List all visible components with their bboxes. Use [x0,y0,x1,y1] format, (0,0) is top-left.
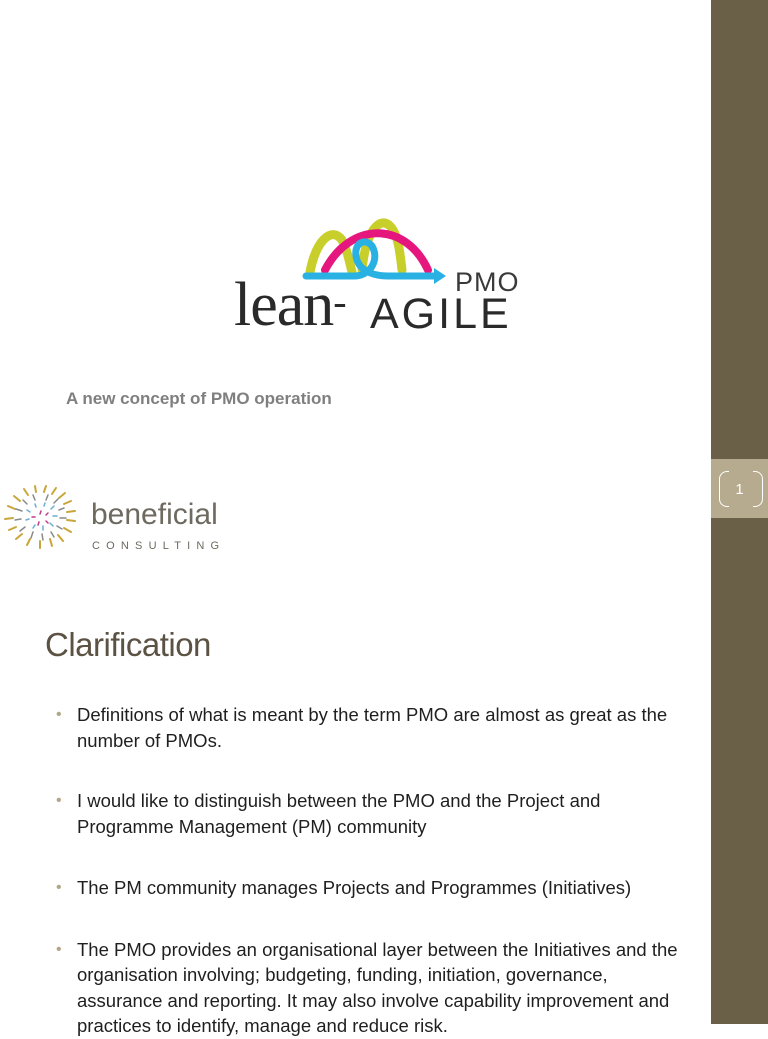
tagline: A new concept of PMO operation [66,389,332,408]
beneficial-consulting-logo-icon [0,484,82,558]
slide-title: Clarification [45,626,211,663]
bullet-dot-icon: • [56,792,62,809]
brand-name: beneficial [91,498,218,531]
bullet-item [56,937,696,1039]
logo-lean-word: lean [234,271,334,339]
bullet-list [56,702,696,1039]
page-number: 1 [735,481,744,498]
bullet-item [56,788,696,839]
bullet-dot-icon: • [56,706,62,723]
bullet-text: The PMO provides an organisational layer between the Initiatives and the organisation involving; budgeting, funding, initiation, governance, assurance and reporting. It may also involve capability improvement and practices to identify, manage and reduce risk. [77,938,678,1036]
page-number-badge [711,459,768,518]
bullet-item [56,875,696,901]
bullet-item [56,702,696,753]
logo-pmo-text: PMO [455,267,520,297]
bullet-text: I would like to distinguish between the PMO and the Project and Programme Management (PM) community [77,790,601,837]
bullet-text: Definitions of what is meant by the term PMO are almost as great as the number of PMOs. [77,704,668,751]
bullet-text: The PM community manages Projects and Programmes (Initiatives) [77,877,632,898]
lean-agile-pmo-logo [230,212,530,337]
bullet-dot-icon: • [56,879,62,896]
brand-subtitle: CONSULTING [92,540,226,552]
logo-dash: - [333,279,346,324]
logo-agile-text: AGILE [370,290,512,338]
right-bracket-icon [753,471,763,507]
logo-lean-text [234,270,346,341]
bullet-dot-icon: • [56,940,62,958]
